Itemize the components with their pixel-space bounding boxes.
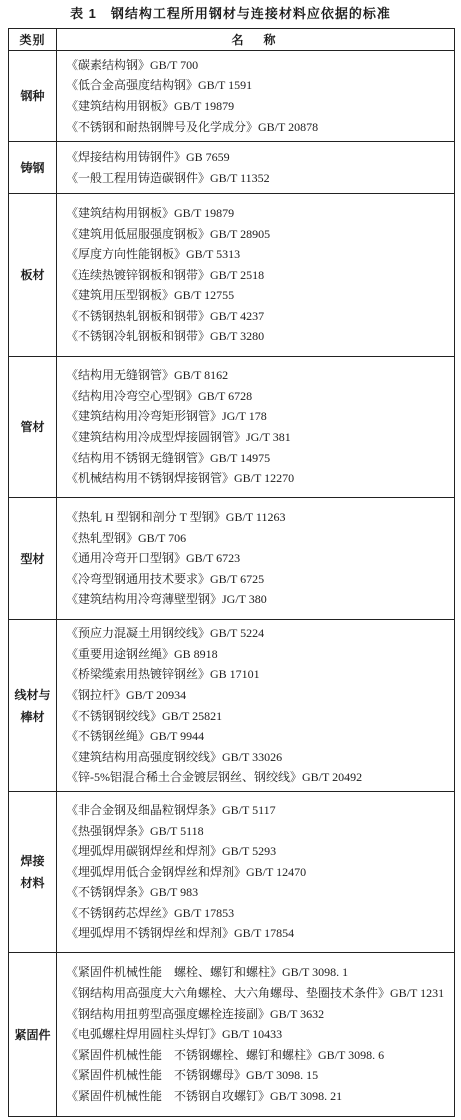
standard-item: 《钢结构用高强度大六角螺栓、大六角螺母、垫圈技术条件》GB/T 1231	[66, 986, 445, 1001]
table-row-steel-grades	[9, 50, 454, 141]
standard-item: 《建筑结构用冷弯薄壁型钢》JG/T 380	[66, 592, 267, 607]
category-cell	[9, 498, 57, 619]
standard-item: 《热轧 H 型钢和剖分 T 型钢》GB/T 11263	[66, 510, 286, 525]
standard-item: 《埋弧焊用碳钢焊丝和焊剂》GB/T 5293	[66, 844, 277, 859]
category-cell	[9, 142, 57, 193]
table-row-plates	[9, 193, 454, 356]
standard-item: 《埋弧焊用低合金钢焊丝和焊剂》GB/T 12470	[66, 864, 307, 879]
category-cell	[9, 620, 57, 791]
standard-item: 《建筑结构用冷成型焊接圆钢管》JG/T 381	[66, 430, 291, 444]
category-cell	[9, 194, 57, 356]
standard-item: 《钢结构用扭剪型高强度螺栓连接副》GB/T 3632	[66, 1006, 325, 1021]
standard-item: 《不锈钢和耐热钢牌号及化学成分》GB/T 20878	[66, 119, 319, 134]
standard-item: 《不锈钢热轧钢板和钢带》GB/T 4237	[66, 308, 265, 323]
table-row-welding-materials	[9, 791, 454, 952]
standard-item: 《不锈钢药芯焊丝》GB/T 17853	[66, 905, 235, 920]
category-label: 线材与 棒材	[14, 687, 51, 724]
table-row-sections	[9, 497, 454, 619]
standards-list	[57, 953, 454, 1116]
standard-item: 《紧固件机械性能 不锈钢自攻螺钉》GB/T 3098. 21	[66, 1088, 343, 1103]
category-cell	[9, 792, 57, 952]
category-label: 型材	[20, 551, 45, 566]
standard-item: 《碳素结构钢》GB/T 700	[66, 57, 199, 72]
standard-item: 《预应力混凝土用钢绞线》GB/T 5224	[66, 626, 265, 641]
header-name: 名 称	[231, 32, 280, 47]
table-title: 钢结构工程所用钢材与连接材料应依据的标准	[110, 6, 391, 21]
category-label: 管材	[20, 420, 45, 434]
standard-item: 《非合金钢及细晶粒钢焊条》GB/T 5117	[66, 802, 276, 817]
standards-list	[57, 142, 454, 193]
category-cell	[9, 953, 57, 1116]
standard-item: 《连续热镀锌钢板和钢带》GB/T 2518	[66, 267, 265, 282]
table-header-row	[9, 29, 454, 50]
standard-item: 《建筑用低屈服强度钢板》GB/T 28905	[66, 226, 271, 241]
header-category: 类别	[9, 29, 57, 50]
standard-item: 《冷弯型钢通用技术要求》GB/T 6725	[66, 571, 265, 586]
standards-list	[57, 194, 454, 356]
standards-list	[57, 498, 454, 619]
table-row-pipes	[9, 356, 454, 497]
standard-item: 《热强钢焊条》GB/T 5118	[66, 823, 204, 838]
standard-item: 《锌-5%铝混合稀土合金镀层钢丝、钢绞线》GB/T 20492	[66, 770, 363, 785]
standards-list	[57, 51, 454, 141]
standard-item: 《建筑用压型钢板》GB/T 12755	[66, 288, 235, 303]
standards-list	[57, 357, 454, 497]
standards-list	[57, 792, 454, 952]
table-row-fasteners	[9, 952, 454, 1116]
standard-item: 《低合金高强度结构钢》GB/T 1591	[66, 78, 253, 93]
standard-item: 《紧固件机械性能 螺栓、螺钉和螺柱》GB/T 3098. 1	[66, 965, 349, 980]
standard-item: 《结构用无缝钢管》GB/T 8162	[66, 368, 229, 383]
standard-item: 《桥梁缆索用热镀锌钢丝》GB 17101	[66, 667, 260, 682]
standard-item: 《埋弧焊用不锈钢焊丝和焊剂》GB/T 17854	[66, 926, 295, 941]
standard-item: 《紧固件机械性能 不锈钢螺栓、螺钉和螺柱》GB/T 3098. 6	[66, 1047, 385, 1062]
standard-item: 《热轧型钢》GB/T 706	[66, 530, 187, 545]
standard-item: 《焊接结构用铸钢件》GB 7659	[66, 149, 230, 164]
table-row-wires-and-bars	[9, 619, 454, 791]
standard-item: 《紧固件机械性能 不锈钢螺母》GB/T 3098. 15	[66, 1068, 319, 1083]
standard-item: 《通用冷弯开口型钢》GB/T 6723	[66, 551, 241, 566]
standard-item: 《不锈钢丝绳》GB/T 9944	[66, 729, 205, 744]
standard-item: 《一般工程用铸造碳钢件》GB/T 11352	[66, 170, 270, 185]
standard-item: 《不锈钢焊条》GB/T 983	[66, 885, 199, 900]
table-caption	[0, 5, 461, 23]
category-label: 钢种	[20, 89, 45, 103]
category-cell	[9, 357, 57, 497]
standard-item: 《建筑结构用冷弯矩形钢管》JG/T 178	[66, 409, 267, 424]
standard-item: 《钢拉杆》GB/T 20934	[66, 687, 187, 702]
category-label: 铸钢	[20, 160, 45, 175]
standard-item: 《不锈钢钢绞线》GB/T 25821	[66, 708, 223, 723]
table-row-cast-steel	[9, 141, 454, 193]
category-label: 紧固件	[14, 1027, 51, 1042]
standard-item: 《机械结构用不锈钢焊接钢管》GB/T 12270	[66, 471, 295, 486]
standard-item: 《不锈钢冷轧钢板和钢带》GB/T 3280	[66, 329, 265, 344]
category-label: 板材	[20, 268, 45, 282]
standards-table	[8, 28, 455, 1117]
standards-list	[57, 620, 454, 791]
standard-item: 《厚度方向性能钢板》GB/T 5313	[66, 247, 241, 262]
standard-item: 《建筑结构用钢板》GB/T 19879	[66, 99, 235, 113]
standard-item: 《重要用途钢丝绳》GB 8918	[66, 646, 218, 661]
standard-item: 《建筑结构用钢板》GB/T 19879	[66, 205, 235, 220]
standard-item: 《结构用冷弯空心型钢》GB/T 6728	[66, 388, 253, 403]
standard-item: 《建筑结构用高强度钢绞线》GB/T 33026	[66, 749, 283, 764]
category-cell	[9, 51, 57, 141]
standard-item: 《结构用不锈钢无缝钢管》GB/T 14975	[66, 450, 271, 465]
standard-item: 《电弧螺柱焊用圆柱头焊钉》GB/T 10433	[66, 1027, 283, 1042]
category-label: 焊接 材料	[20, 854, 45, 890]
table-number: 表 1	[70, 6, 97, 21]
